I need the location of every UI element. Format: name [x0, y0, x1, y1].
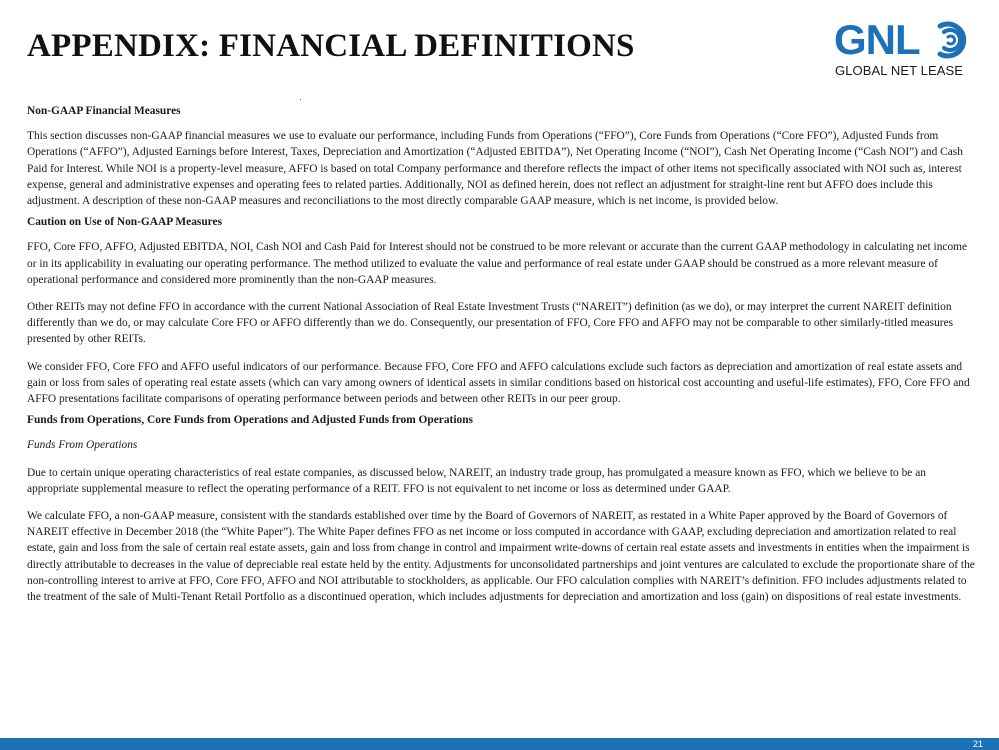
page-number: 21 — [972, 739, 983, 749]
heading-non-gaap: Non-GAAP Financial Measures — [27, 105, 181, 117]
document-body — [27, 103, 975, 616]
logo-swirl-icon — [932, 20, 972, 60]
paragraph-caution-3: We consider FFO, Core FFO and AFFO useful indicators of our performance. Because FFO, Core FFO and AFFO calculations exclude such factors as depreciation and amortization of real estate assets and gain or loss from sales of operating real estate assets (which can vary among owners of identical assets in similar conditions based on historical cost accounting and useful-life estimates), FFO, Core FFO and AFFO presentations facilitate comparisons of operating performance between periods and between other REITs in our peer group. — [27, 360, 970, 406]
heading-ffo: Funds from Operations, Core Funds from Operations and Adjusted Funds from Operations — [27, 414, 473, 427]
paragraph-caution-1: FFO, Core FFO, AFFO, Adjusted EBITDA, NOI, Cash NOI and Cash Paid for Interest should not be construed to be more relevant or accurate than the current GAAP methodology in calculating net income or in its applicability in evaluating our operating performance. The method utilized to evaluate the value and performance of real estate under GAAP should be construed as a more relevant measure of operational performance and considered more prominently than the non-GAAP measures. — [27, 241, 968, 286]
paragraph-caution-2: Other REITs may not define FFO in accordance with the current National Association of Real Estate Investment Trusts (“NAREIT”) definition (as we do), or may interpret the current NAREIT definition differently than we do, or may calculate Core FFO or AFFO differently than we do. Consequently, our presentation of FFO, Core FFO and AFFO may not be comparable to other similarly-titled measures presented by other REITs. — [27, 301, 954, 346]
page-title: APPENDIX: FINANCIAL DEFINITIONS — [27, 28, 635, 64]
heading-caution: Caution on Use of Non-GAAP Measures — [27, 216, 223, 229]
subheading-ffo: Funds From Operations — [27, 439, 138, 452]
paragraph-non-gaap: This section discusses non-GAAP financial measures we use to evaluate our performance, including Funds from Operations (“FFO”), Core Funds from Operations (“Core FFO”), Adjusted Funds from Operations (“AFFO”), Adjusted Earnings before Interest, Taxes, Depreciation and Amortization (“Adjusted EBITDA”), Net Operating Income (“NOI”), Cash Net Operating Income (“Cash NOI”) and Cash Paid for Interest. While NOI is a property-level measure, AFFO is based on total Company performance and therefore reflects the impact of other items not specifically associated with NOI such as, interest expense, general and administrative expenses and operating fees to related parties. Additionally, NOI as defined herein, does not reflect an adjustment for straight-line rent but AFFO does include this adjustment. A description of these non-GAAP measures and reconciliations to the most directly comparable GAAP measure, which is net income, is provided below. — [27, 130, 963, 208]
logo-tagline: GLOBAL NET LEASE — [835, 63, 964, 78]
company-logo — [832, 16, 982, 84]
footer-bar — [0, 738, 999, 750]
paragraph-ffo-1: Due to certain unique operating characteristics of real estate companies, as discussed below, NAREIT, an industry trade group, has promulgated a measure known as FFO, which we believe to be an appropriate supplemental measure to reflect the operating performance of a REIT. FFO is not equivalent to net income or loss as determined under GAAP. — [27, 466, 926, 495]
logo-wordmark: GNL — [834, 16, 920, 63]
stray-mark — [300, 99, 301, 100]
paragraph-ffo-2: We calculate FFO, a non-GAAP measure, consistent with the standards established over time by the Board of Governors of NAREIT, as restated in a White Paper approved by the Board of Governors of NAREIT effective in December 2018 (the “White Paper”). The White Paper defines FFO as net income or loss computed in accordance with GAAP, excluding depreciation and amortization related to real estate, gain and loss from the sale of certain real estate assets, gain and loss from change in control and impairment write-downs of certain real estate assets and investments in entities when the impairment is directly attributable to decreases in the value of depreciable real estate held by the entity. Adjustments for unconsolidated partnerships and joint ventures are calculated to exclude the proportionate share of the non-controlling interest to arrive at FFO, Core FFO, AFFO and NOI attributable to stockholders, as applicable. Our FFO calculation complies with NAREIT’s definition. FFO includes adjustments related to the treatment of the sale of Multi-Tenant Retail Portfolio as a discontinued operation, which includes adjustments for depreciation and amortization and loss (gain) on dispositions of real estate investments. — [27, 510, 975, 604]
